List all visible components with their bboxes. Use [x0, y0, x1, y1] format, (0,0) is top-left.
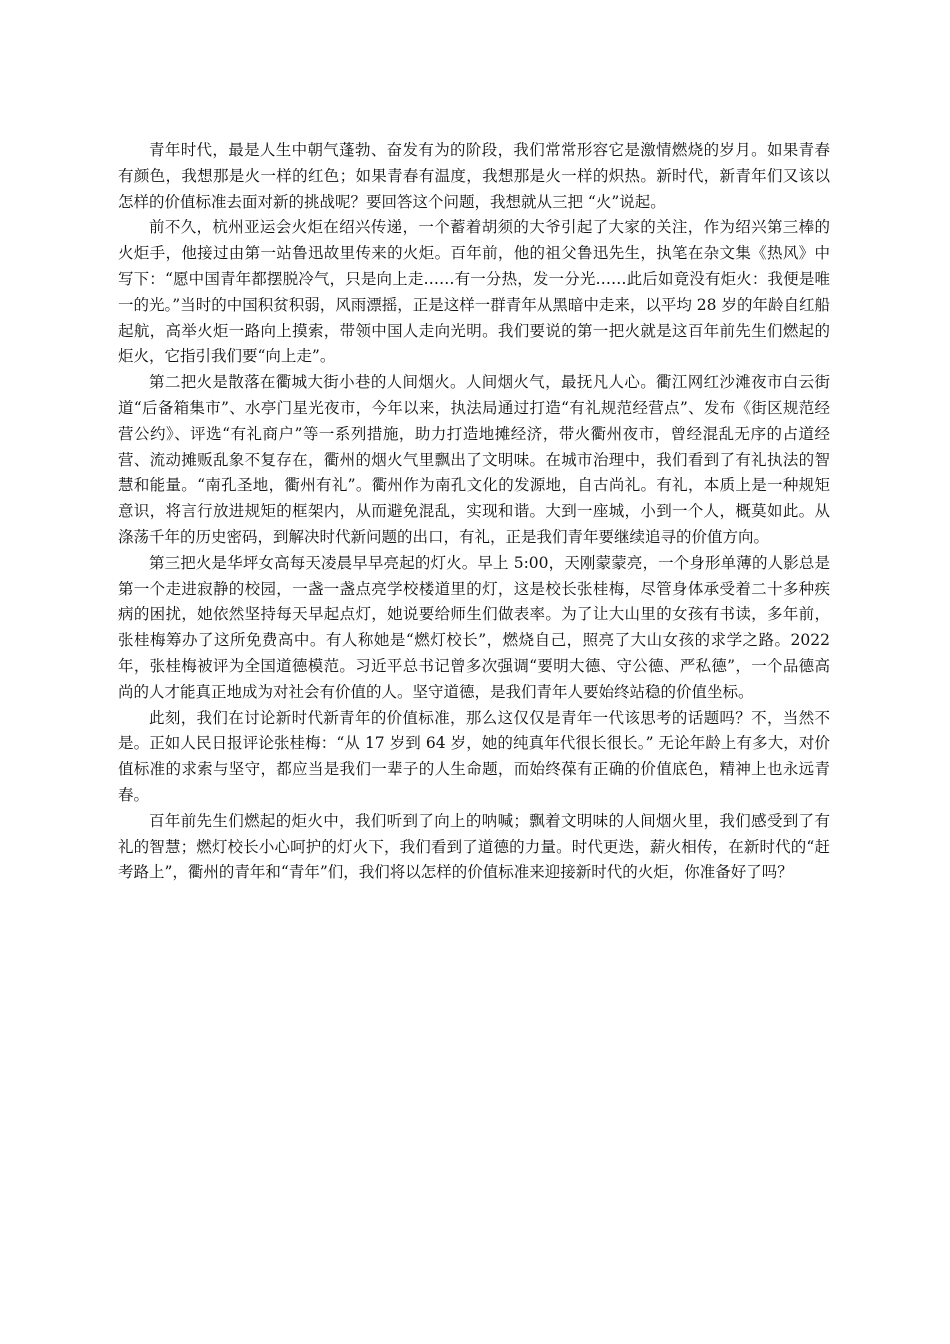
paragraph-first-fire: 前不久，杭州亚运会火炬在绍兴传递，一个蓄着胡须的大爷引起了大家的关注，作为绍兴第三棒的火炬手，他接过由第一站鲁迅故里传来的火炬。百年前，他的祖父鲁迅先生，执笔在杂文集《热风》中写下：“愿中国青年都摆脱冷气，只是向上走……有一分热，发一分光……此后如竟没有炬火：我便是唯一的光。”当时的中国积贫积弱，风雨漂摇，正是这样一群青年从黑暗中走来，以平均 28 岁的年龄自红船起航，高举火炬一路向上摸索，带领中国人走向光明。我们要说的第一把火就是这百年前先生们燃起的炬火，它指引我们要“向上走”。	[118, 218, 830, 366]
paragraph-reflection: 此刻，我们在讨论新时代新青年的价值标准，那么这仅仅是青年一代该思考的话题吗？不，当然不是。正如人民日报评论张桂梅：“从 17 岁到 64 岁，她的纯真年代很长很长。” 无论年龄上有多大，对价值标准的求索与坚守，都应当是我们一辈子的人生命题，而始终葆有正确的价值底色，精神上也永远青春。	[118, 708, 830, 804]
paragraph-conclusion: 百年前先生们燃起的炬火中，我们听到了向上的呐喊；飘着文明味的人间烟火里，我们感受到了有礼的智慧；燃灯校长小心呵护的灯火下，我们看到了道德的力量。时代更迭，薪火相传，在新时代的“赶考路上”，衢州的青年和“青年”们，我们将以怎样的价值标准来迎接新时代的火炬，你准备好了吗？	[118, 811, 830, 882]
paragraph-second-fire: 第二把火是散落在衢城大街小巷的人间烟火。人间烟火气，最抚凡人心。衢江网红沙滩夜市白云街道“后备箱集市”、水亭门星光夜市，今年以来，执法局通过打造“有礼规范经营点”、发布《街区规范经营公约》、评选“有礼商户”等一系列措施，助力打造地摊经济，带火衢州夜市，曾经混乱无序的占道经营、流动摊贩乱象不复存在，衢州的烟火气里飘出了文明味。在城市治理中，我们看到了有礼执法的智慧和能量。“南孔圣地，衢州有礼”。衢州作为南孔文化的发源地，自古尚礼。有礼，本质上是一种规矩意识，将言行放进规矩的框架内，从而避免混乱，实现和谐。大到一座城，小到一个人，概莫如此。从涤荡千年的历史密码，到解决时代新问题的出口，有礼，正是我们青年要继续追寻的价值方向。	[118, 373, 830, 546]
paragraph-intro: 青年时代，最是人生中朝气蓬勃、奋发有为的阶段，我们常常形容它是激情燃烧的岁月。如果青春有颜色，我想那是火一样的红色；如果青春有温度，我想那是火一样的炽热。新时代，新青年们又该以怎样的价值标准去面对新的挑战呢？要回答这个问题，我想就从三把 “火”说起。	[118, 141, 830, 211]
essay-body	[118, 138, 830, 886]
paragraph-third-fire: 第三把火是华坪女高每天凌晨早早亮起的灯火。早上 5:00，天刚蒙蒙亮，一个身形单薄的人影总是第一个走进寂静的校园，一盏一盏点亮学校楼道里的灯，这是校长张桂梅，尽管身体承受着二十多种疾病的困扰，她依然坚持每天早起点灯，她说要给师生们做表率。为了让大山里的女孩有书读，多年前，张桂梅筹办了这所免费高中。有人称她是“燃灯校长”，燃烧自己，照亮了大山女孩的求学之路。2022 年，张桂梅被评为全国道德模范。习近平总书记曾多次强调“要明大德、守公德、严私德”，一个品德高尚的人才能真正地成为对社会有价值的人。坚守道德，是我们青年人要始终站稳的价值坐标。	[118, 553, 830, 701]
